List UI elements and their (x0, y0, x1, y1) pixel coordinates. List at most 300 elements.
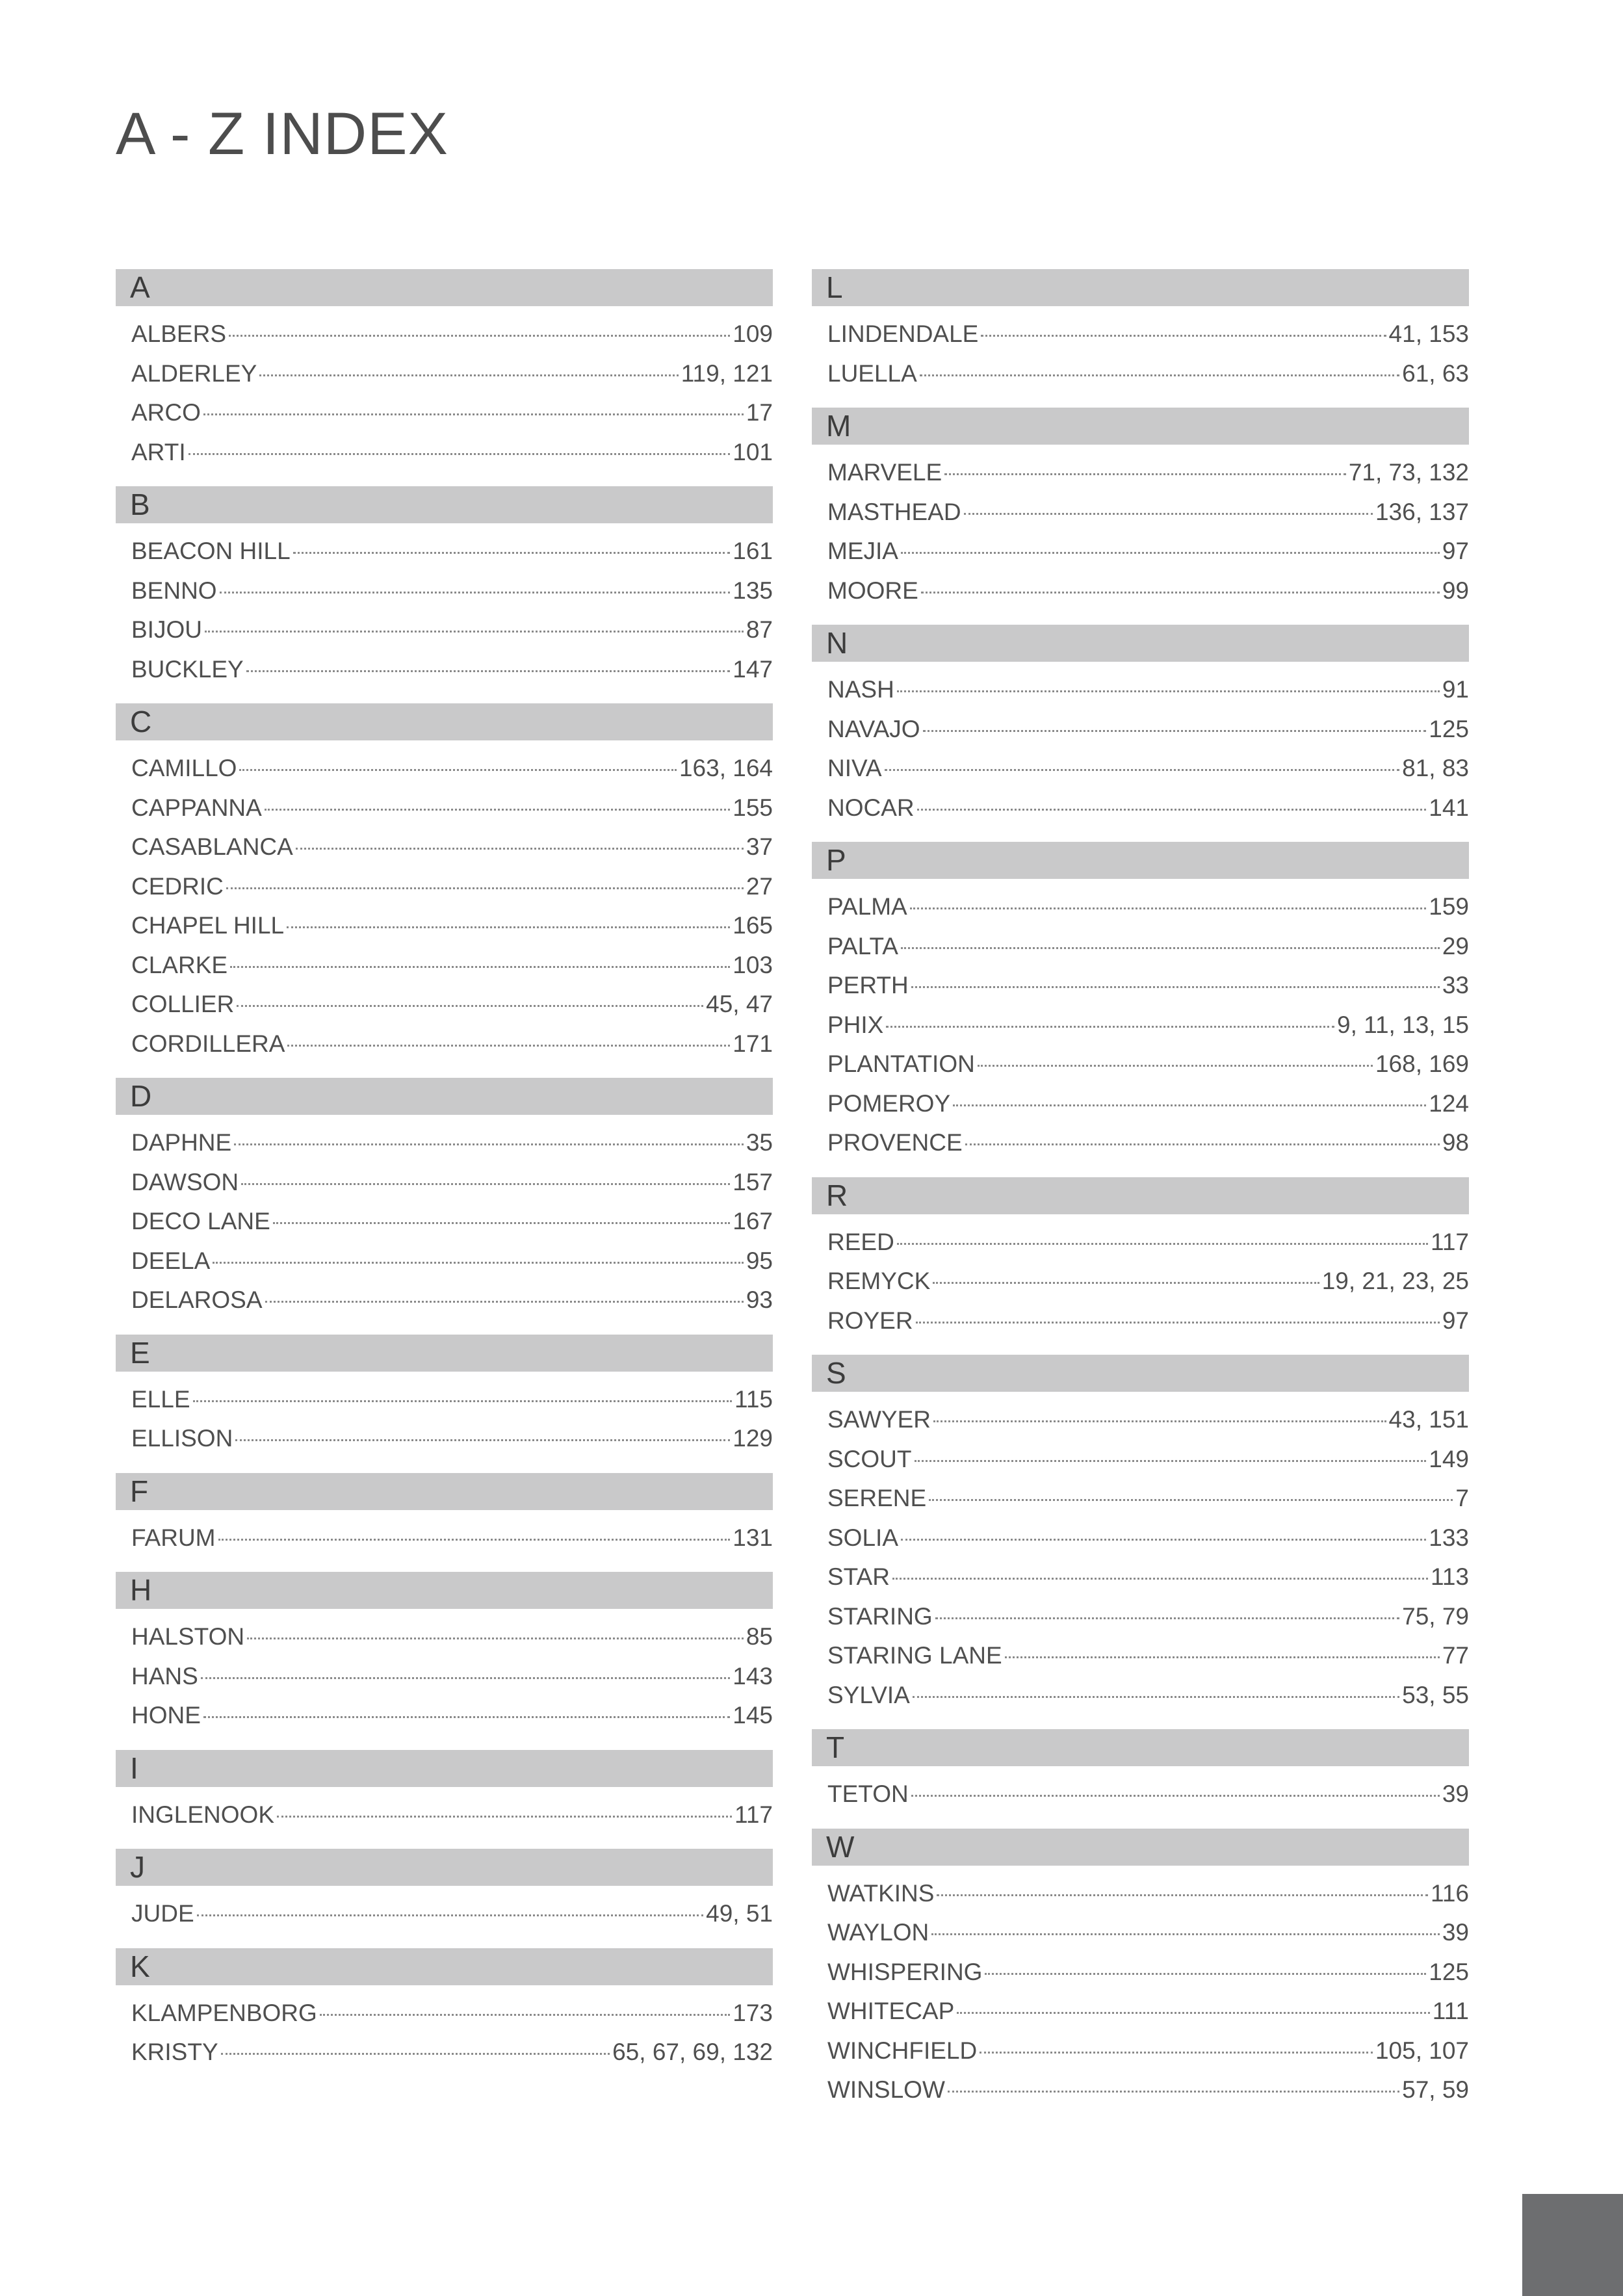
dot-leader (287, 926, 730, 928)
dot-leader (911, 986, 1440, 988)
entry-name: WHITECAP (827, 1998, 955, 2024)
entry-name: DELAROSA (131, 1286, 263, 1313)
index-entry (812, 1519, 1469, 1558)
entry-name: KRISTY (131, 2039, 218, 2065)
entry-page-numbers: 141 (1429, 794, 1469, 821)
entry-name: REED (827, 1228, 894, 1255)
entry-name: SERENE (827, 1485, 927, 1511)
entry-list (116, 1609, 773, 1736)
dot-leader (931, 1933, 1440, 1935)
index-entry (812, 670, 1469, 710)
entry-name: TETON (827, 1781, 909, 1807)
entry-list (812, 1214, 1469, 1341)
entry-page-numbers: 27 (746, 872, 773, 900)
entry-name: DAPHNE (131, 1129, 232, 1156)
entry-name: PLANTATION (827, 1050, 975, 1077)
index-entry (116, 1123, 773, 1163)
entry-name: CEDRIC (131, 872, 224, 900)
index-entry (812, 2031, 1469, 2071)
section-spacer (116, 1558, 773, 1572)
entry-name: SCOUT (827, 1445, 912, 1472)
entry-name: DECO LANE (131, 1208, 270, 1234)
entry-page-numbers: 65, 67, 69, 132 (612, 2039, 773, 2065)
dot-leader (965, 1143, 1440, 1145)
dot-leader (239, 769, 677, 771)
entry-page-numbers: 39 (1442, 1919, 1469, 1946)
section-letter-header: T (812, 1729, 1469, 1766)
section-spacer (812, 1814, 1469, 1829)
dot-leader (935, 1617, 1399, 1619)
index-entry (812, 887, 1469, 927)
entry-name: PROVENCE (827, 1129, 963, 1156)
entry-page-numbers: 143 (733, 1662, 773, 1689)
entry-name: NAVAJO (827, 715, 920, 742)
section-spacer (116, 1934, 773, 1948)
section-letter-header: L (812, 269, 1469, 306)
index-entry (812, 532, 1469, 571)
entry-page-numbers: 85 (746, 1623, 773, 1650)
dot-leader (203, 1716, 730, 1718)
entry-page-numbers: 97 (1442, 1307, 1469, 1334)
index-section-b (116, 486, 773, 703)
section-letter-header: A (116, 269, 773, 306)
index-section-l (812, 269, 1469, 408)
entry-page-numbers: 39 (1442, 1781, 1469, 1807)
index-entry (116, 571, 773, 611)
entry-page-numbers: 37 (746, 833, 773, 860)
dot-leader (320, 2014, 730, 2016)
section-letter-header: J (116, 1849, 773, 1886)
dot-leader (296, 848, 744, 850)
index-entry (116, 393, 773, 433)
dot-leader (980, 2052, 1373, 2054)
entry-page-numbers: 163, 164 (679, 755, 773, 781)
entry-name: BUCKLEY (131, 655, 244, 683)
entry-page-numbers: 135 (733, 577, 773, 604)
dot-leader (985, 1973, 1426, 1975)
entry-page-numbers: 57, 59 (1402, 2076, 1469, 2103)
entry-page-numbers: 167 (733, 1208, 773, 1234)
index-section-s (812, 1355, 1469, 1729)
entry-page-numbers: 9, 11, 13, 15 (1337, 1011, 1469, 1038)
dot-leader (901, 947, 1440, 949)
dot-leader (226, 887, 744, 889)
dot-leader (287, 1045, 730, 1047)
entry-name: CAPPANNA (131, 794, 262, 821)
dot-leader (920, 374, 1399, 376)
entry-name: PALTA (827, 932, 898, 959)
entry-list (812, 1766, 1469, 1814)
entry-page-numbers: 105, 107 (1375, 2037, 1469, 2064)
entry-name: WAYLON (827, 1919, 929, 1946)
dot-leader (246, 670, 731, 672)
entry-list (812, 662, 1469, 828)
entry-list (812, 1392, 1469, 1715)
dot-leader (277, 1816, 732, 1818)
index-section-a (116, 269, 773, 486)
entry-page-numbers: 7 (1455, 1485, 1469, 1511)
index-entry (116, 1202, 773, 1242)
index-section-r (812, 1177, 1469, 1355)
section-spacer (116, 1834, 773, 1849)
entry-page-numbers: 35 (746, 1129, 773, 1156)
section-letter-header: N (812, 625, 1469, 662)
entry-name: MARVELE (827, 459, 942, 486)
entry-page-numbers: 159 (1429, 893, 1469, 920)
entry-list (116, 1372, 773, 1459)
index-entry (812, 2070, 1469, 2110)
section-letter-header: C (116, 703, 773, 740)
index-entry (812, 354, 1469, 394)
section-letter-header: W (812, 1829, 1469, 1866)
index-section-m (812, 408, 1469, 625)
dot-leader (981, 335, 1386, 337)
index-section-k (116, 1948, 773, 2087)
index-section-w (812, 1829, 1469, 2124)
index-entry (116, 1994, 773, 2033)
entry-page-numbers: 75, 79 (1402, 1602, 1469, 1630)
entry-list (812, 445, 1469, 610)
entry-page-numbers: 41, 153 (1388, 320, 1469, 347)
entry-name: POMEROY (827, 1089, 951, 1117)
section-letter-header: H (116, 1572, 773, 1609)
entry-page-numbers: 131 (733, 1524, 773, 1551)
index-entry (116, 532, 773, 571)
entry-name: HONE (131, 1702, 201, 1729)
index-entry (812, 927, 1469, 967)
dot-leader (247, 1637, 744, 1639)
index-entry (812, 1479, 1469, 1519)
entry-page-numbers: 98 (1442, 1129, 1469, 1156)
entry-page-numbers: 97 (1442, 538, 1469, 564)
index-entry (116, 1795, 773, 1835)
dot-leader (265, 809, 730, 811)
index-column-right (812, 269, 1469, 2124)
dot-leader (218, 1539, 731, 1541)
index-entry (116, 1617, 773, 1657)
index-entry (812, 1636, 1469, 1676)
entry-name: HALSTON (131, 1623, 245, 1650)
dot-leader (220, 592, 731, 594)
entry-page-numbers: 111 (1432, 1998, 1469, 2024)
dot-leader (916, 1322, 1440, 1324)
dot-leader (921, 592, 1440, 594)
index-entry (116, 1657, 773, 1697)
index-entry (812, 789, 1469, 828)
dot-leader (953, 1104, 1426, 1106)
entry-list (812, 306, 1469, 393)
index-entry (812, 1992, 1469, 2031)
dot-leader (265, 1301, 744, 1303)
entry-name: PHIX (827, 1011, 884, 1038)
section-letter-header: P (812, 842, 1469, 879)
dot-leader (237, 1005, 703, 1007)
index-entry (812, 1676, 1469, 1715)
index-entry (812, 1953, 1469, 1992)
index-entry (812, 453, 1469, 493)
index-section-t (812, 1729, 1469, 1829)
entry-name: STARING (827, 1602, 933, 1630)
entry-name: ALBERS (131, 320, 227, 347)
entry-name: BEACON HILL (131, 538, 291, 564)
index-entry (116, 1696, 773, 1736)
index-entry (116, 1380, 773, 1420)
dot-leader (923, 730, 1427, 732)
entry-list (116, 523, 773, 689)
entry-page-numbers: 119, 121 (681, 359, 773, 387)
dot-leader (957, 2012, 1429, 2014)
index-entry (812, 1874, 1469, 1914)
entry-name: BENNO (131, 577, 217, 604)
dot-leader (203, 413, 744, 415)
section-spacer (812, 610, 1469, 625)
entry-name: ARCO (131, 399, 201, 426)
entry-name: CLARKE (131, 951, 228, 978)
index-entry (116, 789, 773, 828)
entry-name: LINDENDALE (827, 320, 979, 347)
dot-leader (933, 1282, 1319, 1284)
entry-page-numbers: 155 (733, 794, 773, 821)
dot-leader (915, 1460, 1427, 1462)
page-corner-tab (1522, 2194, 1623, 2296)
dot-leader (235, 1439, 730, 1441)
entry-list (116, 1510, 773, 1558)
entry-name: NASH (827, 676, 894, 703)
index-section-f (116, 1473, 773, 1572)
index-section-d (116, 1078, 773, 1335)
index-entry (812, 1123, 1469, 1163)
page-title: A - Z INDEX (116, 100, 448, 167)
entry-name: INGLENOOK (131, 1801, 274, 1828)
entry-name: SOLIA (827, 1524, 898, 1551)
dot-leader (885, 769, 1400, 771)
entry-page-numbers: 53, 55 (1402, 1681, 1469, 1708)
entry-page-numbers: 113 (1431, 1563, 1469, 1590)
entry-name: PALMA (827, 893, 907, 920)
entry-name: BIJOU (131, 616, 202, 643)
index-entry (116, 354, 773, 394)
index-entry (812, 1301, 1469, 1341)
dot-leader (188, 453, 731, 455)
entry-page-numbers: 95 (746, 1247, 773, 1274)
index-entry (116, 1242, 773, 1281)
entry-name: ELLISON (131, 1425, 233, 1452)
dot-leader (234, 1143, 744, 1145)
entry-page-numbers: 171 (733, 1030, 773, 1057)
entry-name: PERTH (827, 972, 909, 998)
index-entry (812, 1400, 1469, 1440)
index-entry (812, 1597, 1469, 1637)
dot-leader (944, 473, 1346, 475)
entry-name: ELLE (131, 1385, 190, 1413)
entry-page-numbers: 87 (746, 616, 773, 643)
section-spacer (116, 689, 773, 703)
entry-name: SYLVIA (827, 1681, 910, 1708)
entry-name: CHAPEL HILL (131, 912, 285, 939)
index-entry (812, 1440, 1469, 1480)
index-section-c (116, 703, 773, 1078)
entry-page-numbers: 133 (1429, 1524, 1469, 1551)
entry-page-numbers: 168, 169 (1375, 1050, 1469, 1077)
section-spacer (812, 828, 1469, 842)
dot-leader (929, 1499, 1453, 1501)
entry-list (812, 1866, 1469, 2110)
dot-leader (892, 1578, 1428, 1580)
dot-leader (229, 335, 730, 337)
dot-leader (913, 1696, 1399, 1698)
entry-page-numbers: 45, 47 (706, 991, 773, 1017)
entry-page-numbers: 161 (733, 538, 773, 564)
entry-page-numbers: 93 (746, 1286, 773, 1313)
entry-name: JUDE (131, 1900, 194, 1927)
entry-list (116, 740, 773, 1063)
entry-list (116, 1886, 773, 1934)
entry-name: DAWSON (131, 1168, 239, 1195)
index-section-p (812, 842, 1469, 1177)
section-spacer (812, 1715, 1469, 1729)
dot-leader (948, 2091, 1399, 2093)
entry-name: WHISPERING (827, 1958, 983, 1985)
entry-page-numbers: 157 (733, 1168, 773, 1195)
entry-list (116, 1985, 773, 2072)
index-entry (116, 1894, 773, 1934)
entry-page-numbers: 136, 137 (1375, 498, 1469, 525)
dot-leader (241, 1183, 730, 1185)
dot-leader (897, 1243, 1428, 1245)
index-entry (812, 710, 1469, 750)
dot-leader (964, 513, 1373, 515)
entry-page-numbers: 49, 51 (706, 1900, 773, 1927)
section-letter-header: F (116, 1473, 773, 1510)
index-entry (116, 2033, 773, 2072)
entry-page-numbers: 129 (733, 1425, 773, 1452)
entry-name: STAR (827, 1563, 890, 1590)
section-spacer (116, 1736, 773, 1750)
entry-list (116, 1787, 773, 1835)
entry-page-numbers: 117 (1431, 1228, 1469, 1255)
index-entry (812, 1262, 1469, 1301)
dot-leader (910, 907, 1427, 909)
entry-page-numbers: 117 (734, 1801, 773, 1828)
entry-name: WATKINS (827, 1879, 935, 1907)
index-section-n (812, 625, 1469, 842)
index-entry (116, 1281, 773, 1320)
section-letter-header: I (116, 1750, 773, 1787)
dot-leader (911, 1795, 1440, 1797)
index-section-h (116, 1572, 773, 1750)
index-entry (116, 315, 773, 354)
index-entry (116, 828, 773, 867)
entry-name: STARING LANE (827, 1642, 1002, 1669)
dot-leader (937, 1894, 1428, 1896)
dot-leader (933, 1420, 1386, 1422)
entry-name: MEJIA (827, 538, 898, 564)
entry-name: MOORE (827, 577, 918, 604)
section-spacer (812, 2110, 1469, 2124)
section-spacer (116, 2072, 773, 2087)
entry-name: CORDILLERA (131, 1030, 285, 1057)
section-spacer (812, 1340, 1469, 1355)
entry-page-numbers: 149 (1429, 1445, 1469, 1472)
entry-page-numbers: 116 (1431, 1879, 1469, 1907)
index-entry (116, 985, 773, 1024)
entry-name: COLLIER (131, 991, 235, 1017)
entry-page-numbers: 43, 151 (1388, 1406, 1469, 1433)
entry-page-numbers: 29 (1442, 932, 1469, 959)
entry-page-numbers: 115 (734, 1385, 773, 1413)
index-entry (116, 650, 773, 690)
entry-name: WINCHFIELD (827, 2037, 978, 2064)
dot-leader (273, 1222, 730, 1224)
entry-page-numbers: 125 (1429, 715, 1469, 742)
dot-leader (886, 1026, 1334, 1028)
dot-leader (197, 1914, 704, 1916)
entry-page-numbers: 145 (733, 1702, 773, 1729)
section-letter-header: D (116, 1078, 773, 1115)
entry-name: MASTHEAD (827, 498, 961, 525)
dot-leader (901, 1539, 1426, 1541)
entry-page-numbers: 77 (1442, 1642, 1469, 1669)
dot-leader (221, 2053, 610, 2055)
index-section-i (116, 1750, 773, 1849)
entry-name: HANS (131, 1662, 198, 1689)
entry-page-numbers: 173 (733, 1999, 773, 2026)
index-entry (812, 749, 1469, 789)
entry-name: LUELLA (827, 359, 917, 387)
dot-leader (1005, 1656, 1440, 1658)
section-letter-header: R (812, 1177, 1469, 1214)
dot-leader (897, 690, 1440, 692)
index-entry (116, 433, 773, 473)
entry-page-numbers: 81, 83 (1402, 755, 1469, 781)
entry-page-numbers: 19, 21, 23, 25 (1321, 1268, 1469, 1294)
dot-leader (901, 552, 1440, 554)
index-entry (812, 1084, 1469, 1124)
entry-page-numbers: 165 (733, 912, 773, 939)
index-entry (116, 906, 773, 946)
index-entry (116, 610, 773, 650)
dot-leader (193, 1400, 732, 1402)
dot-leader (201, 1677, 730, 1679)
dot-leader (230, 966, 730, 968)
section-spacer (116, 1063, 773, 1078)
index-entry (116, 1419, 773, 1459)
dot-leader (978, 1065, 1373, 1067)
entry-page-numbers: 17 (746, 399, 773, 426)
index-entry (116, 1024, 773, 1064)
entry-page-numbers: 71, 73, 132 (1348, 459, 1469, 486)
index-entry (812, 1006, 1469, 1045)
section-letter-header: B (116, 486, 773, 523)
index-entry (116, 1519, 773, 1558)
entry-name: WINSLOW (827, 2076, 945, 2103)
section-letter-header: E (116, 1335, 773, 1372)
index-entry (116, 749, 773, 789)
entry-page-numbers: 124 (1429, 1089, 1469, 1117)
entry-name: ARTI (131, 438, 186, 465)
index-entry (812, 1223, 1469, 1262)
dot-leader (259, 374, 678, 376)
entry-page-numbers: 103 (733, 951, 773, 978)
entry-name: CAMILLO (131, 755, 237, 781)
index-entry (812, 966, 1469, 1006)
entry-page-numbers: 61, 63 (1402, 359, 1469, 387)
entry-list (116, 1115, 773, 1320)
entry-name: DEELA (131, 1247, 211, 1274)
index-entry (812, 1913, 1469, 1953)
section-letter-header: K (116, 1948, 773, 1985)
index-entry (116, 946, 773, 985)
